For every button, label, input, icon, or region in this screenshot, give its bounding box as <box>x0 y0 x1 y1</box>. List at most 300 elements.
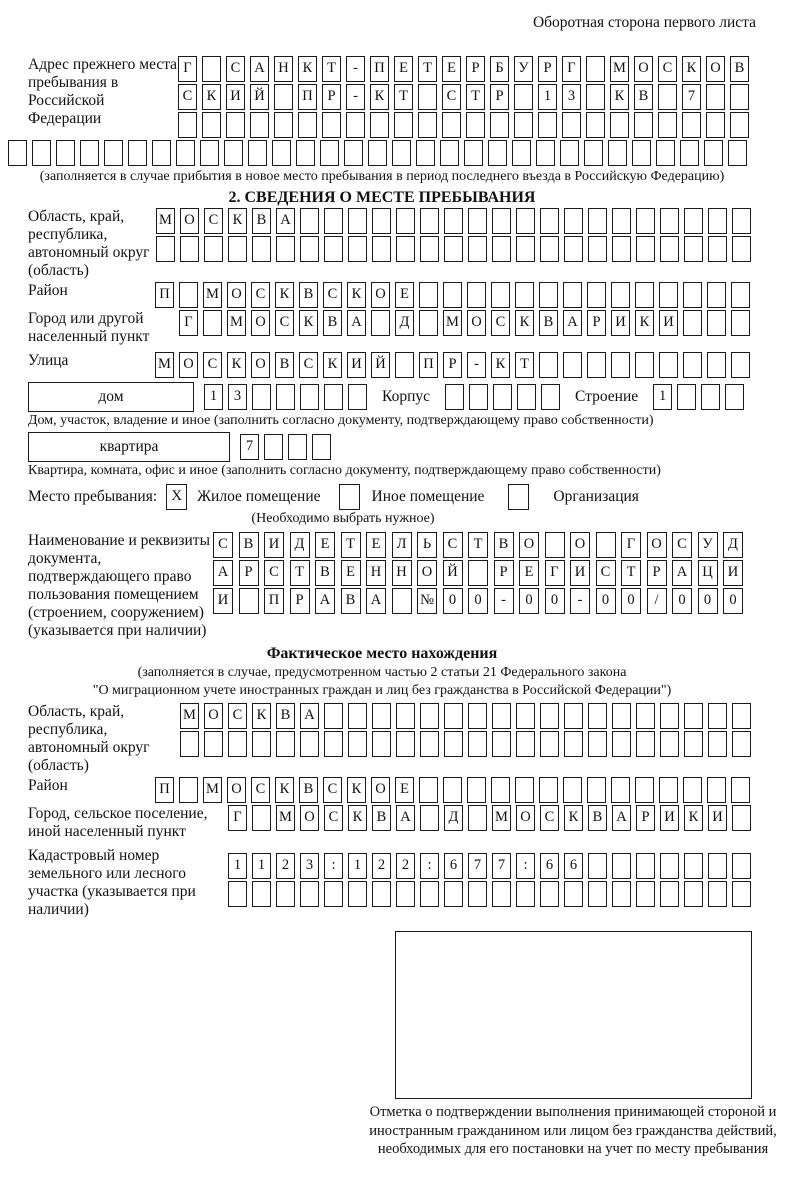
char-cell[interactable] <box>516 208 535 234</box>
char-cell[interactable]: С <box>323 282 342 308</box>
char-cell[interactable]: К <box>682 56 701 82</box>
char-cell[interactable]: О <box>227 777 246 803</box>
char-cell[interactable]: 3 <box>300 853 319 879</box>
char-cell[interactable] <box>348 236 367 262</box>
char-cell[interactable] <box>635 282 654 308</box>
char-cell[interactable] <box>371 310 390 336</box>
char-cell[interactable]: Р <box>466 56 485 82</box>
char-cell[interactable] <box>636 703 655 729</box>
char-cell[interactable] <box>701 384 720 410</box>
char-cell[interactable]: С <box>203 352 222 378</box>
char-cell[interactable] <box>725 384 744 410</box>
char-cell[interactable]: В <box>539 310 558 336</box>
char-cell[interactable] <box>491 282 510 308</box>
char-cell[interactable] <box>468 560 488 586</box>
char-cell[interactable] <box>444 731 463 757</box>
char-cell[interactable]: 1 <box>348 853 367 879</box>
char-cell[interactable] <box>731 310 750 336</box>
char-cell[interactable] <box>660 731 679 757</box>
char-cell[interactable] <box>684 236 703 262</box>
char-cell[interactable] <box>300 236 319 262</box>
char-cell[interactable]: К <box>228 208 247 234</box>
char-cell[interactable] <box>610 112 629 138</box>
char-cell[interactable] <box>636 881 655 907</box>
char-cell[interactable] <box>492 731 511 757</box>
char-cell[interactable]: : <box>420 853 439 879</box>
char-cell[interactable]: С <box>226 56 245 82</box>
char-cell[interactable]: К <box>515 310 534 336</box>
char-cell[interactable] <box>396 731 415 757</box>
char-cell[interactable]: А <box>563 310 582 336</box>
char-cell[interactable]: Й <box>371 352 390 378</box>
char-cell[interactable] <box>538 112 557 138</box>
char-cell[interactable] <box>419 310 438 336</box>
char-cell[interactable]: О <box>516 805 535 831</box>
char-cell[interactable] <box>348 703 367 729</box>
char-cell[interactable] <box>56 140 75 166</box>
char-cell[interactable]: 1 <box>653 384 672 410</box>
char-cell[interactable]: О <box>371 282 390 308</box>
char-cell[interactable]: Г <box>562 56 581 82</box>
char-cell[interactable]: Н <box>366 560 386 586</box>
char-cell[interactable]: 7 <box>682 84 701 110</box>
char-cell[interactable] <box>588 853 607 879</box>
char-cell[interactable] <box>250 112 269 138</box>
char-cell[interactable] <box>632 140 651 166</box>
char-cell[interactable] <box>444 208 463 234</box>
char-cell[interactable] <box>708 731 727 757</box>
char-cell[interactable] <box>707 310 726 336</box>
char-cell[interactable] <box>348 384 367 410</box>
char-cell[interactable]: 2 <box>372 853 391 879</box>
char-cell[interactable] <box>200 140 219 166</box>
char-cell[interactable] <box>588 703 607 729</box>
char-cell[interactable]: А <box>396 805 415 831</box>
char-cell[interactable]: К <box>227 352 246 378</box>
char-cell[interactable] <box>312 434 331 460</box>
char-cell[interactable] <box>677 384 696 410</box>
char-cell[interactable] <box>732 853 751 879</box>
char-cell[interactable] <box>588 881 607 907</box>
char-cell[interactable]: Н <box>392 560 412 586</box>
char-cell[interactable]: Г <box>545 560 565 586</box>
char-cell[interactable] <box>156 236 175 262</box>
char-cell[interactable] <box>300 208 319 234</box>
char-cell[interactable]: К <box>298 56 317 82</box>
char-cell[interactable]: М <box>203 282 222 308</box>
char-cell[interactable]: О <box>251 310 270 336</box>
char-cell[interactable] <box>224 140 243 166</box>
char-cell[interactable]: А <box>300 703 319 729</box>
char-cell[interactable] <box>396 208 415 234</box>
char-cell[interactable] <box>514 84 533 110</box>
char-cell[interactable] <box>443 282 462 308</box>
char-cell[interactable] <box>468 805 487 831</box>
char-cell[interactable] <box>128 140 147 166</box>
char-cell[interactable] <box>324 236 343 262</box>
char-cell[interactable]: К <box>370 84 389 110</box>
char-cell[interactable]: И <box>213 588 233 614</box>
char-cell[interactable] <box>468 731 487 757</box>
char-cell[interactable] <box>468 236 487 262</box>
checkbox-residential[interactable]: X <box>166 484 187 510</box>
char-cell[interactable]: Е <box>395 777 414 803</box>
char-cell[interactable] <box>659 777 678 803</box>
char-cell[interactable] <box>276 384 295 410</box>
char-cell[interactable]: П <box>419 352 438 378</box>
char-cell[interactable] <box>324 881 343 907</box>
char-cell[interactable] <box>368 140 387 166</box>
char-cell[interactable]: О <box>251 352 270 378</box>
char-cell[interactable]: - <box>494 588 514 614</box>
char-cell[interactable] <box>348 881 367 907</box>
char-cell[interactable]: С <box>323 777 342 803</box>
char-cell[interactable]: Т <box>290 560 310 586</box>
char-cell[interactable] <box>512 140 531 166</box>
char-cell[interactable] <box>248 140 267 166</box>
char-cell[interactable] <box>660 236 679 262</box>
char-cell[interactable] <box>372 881 391 907</box>
char-cell[interactable]: О <box>227 282 246 308</box>
char-cell[interactable] <box>683 282 702 308</box>
char-cell[interactable] <box>274 84 293 110</box>
char-cell[interactable]: С <box>299 352 318 378</box>
char-cell[interactable] <box>419 282 438 308</box>
char-cell[interactable] <box>684 853 703 879</box>
char-cell[interactable]: 0 <box>723 588 743 614</box>
char-cell[interactable] <box>560 140 579 166</box>
char-cell[interactable]: К <box>491 352 510 378</box>
char-cell[interactable] <box>468 881 487 907</box>
char-cell[interactable] <box>660 853 679 879</box>
char-cell[interactable] <box>8 140 27 166</box>
char-cell[interactable] <box>636 236 655 262</box>
char-cell[interactable]: М <box>443 310 462 336</box>
char-cell[interactable] <box>588 236 607 262</box>
char-cell[interactable] <box>372 236 391 262</box>
char-cell[interactable] <box>540 703 559 729</box>
char-cell[interactable] <box>516 703 535 729</box>
char-cell[interactable] <box>660 703 679 729</box>
char-cell[interactable] <box>596 532 616 558</box>
char-cell[interactable] <box>180 731 199 757</box>
char-cell[interactable] <box>491 777 510 803</box>
char-cell[interactable]: С <box>443 532 463 558</box>
char-cell[interactable] <box>298 112 317 138</box>
char-cell[interactable]: И <box>611 310 630 336</box>
char-cell[interactable] <box>636 853 655 879</box>
char-cell[interactable]: В <box>634 84 653 110</box>
char-cell[interactable]: Р <box>494 560 514 586</box>
char-cell[interactable] <box>466 112 485 138</box>
char-cell[interactable]: И <box>226 84 245 110</box>
char-cell[interactable] <box>730 112 749 138</box>
char-cell[interactable]: Е <box>519 560 539 586</box>
char-cell[interactable] <box>420 208 439 234</box>
char-cell[interactable] <box>252 384 271 410</box>
char-cell[interactable] <box>179 282 198 308</box>
char-cell[interactable] <box>612 731 631 757</box>
char-cell[interactable] <box>612 236 631 262</box>
char-cell[interactable]: 2 <box>396 853 415 879</box>
char-cell[interactable]: О <box>417 560 437 586</box>
char-cell[interactable]: В <box>299 282 318 308</box>
char-cell[interactable]: Т <box>621 560 641 586</box>
char-cell[interactable] <box>372 731 391 757</box>
char-cell[interactable] <box>276 731 295 757</box>
char-cell[interactable] <box>732 731 751 757</box>
char-cell[interactable] <box>586 56 605 82</box>
char-cell[interactable]: Т <box>468 532 488 558</box>
char-cell[interactable]: У <box>514 56 533 82</box>
char-cell[interactable] <box>492 881 511 907</box>
char-cell[interactable]: И <box>723 560 743 586</box>
char-cell[interactable]: М <box>276 805 295 831</box>
char-cell[interactable] <box>469 384 488 410</box>
char-cell[interactable] <box>636 731 655 757</box>
char-cell[interactable] <box>252 236 271 262</box>
char-cell[interactable] <box>540 731 559 757</box>
char-cell[interactable] <box>707 352 726 378</box>
char-cell[interactable]: 7 <box>492 853 511 879</box>
char-cell[interactable] <box>584 140 603 166</box>
char-cell[interactable] <box>732 881 751 907</box>
char-cell[interactable]: С <box>275 310 294 336</box>
char-cell[interactable]: 7 <box>240 434 259 460</box>
char-cell[interactable] <box>545 532 565 558</box>
char-cell[interactable] <box>658 112 677 138</box>
char-cell[interactable]: О <box>647 532 667 558</box>
char-cell[interactable] <box>370 112 389 138</box>
char-cell[interactable]: 1 <box>228 853 247 879</box>
char-cell[interactable]: О <box>180 208 199 234</box>
char-cell[interactable] <box>732 208 751 234</box>
char-cell[interactable] <box>444 236 463 262</box>
char-cell[interactable]: К <box>299 310 318 336</box>
char-cell[interactable]: - <box>570 588 590 614</box>
char-cell[interactable] <box>252 881 271 907</box>
char-cell[interactable]: К <box>252 703 271 729</box>
char-cell[interactable] <box>202 56 221 82</box>
char-cell[interactable] <box>418 84 437 110</box>
char-cell[interactable]: Т <box>418 56 437 82</box>
char-cell[interactable] <box>658 84 677 110</box>
char-cell[interactable] <box>612 208 631 234</box>
char-cell[interactable]: К <box>635 310 654 336</box>
char-cell[interactable]: 1 <box>252 853 271 879</box>
char-cell[interactable]: К <box>684 805 703 831</box>
char-cell[interactable]: 7 <box>468 853 487 879</box>
char-cell[interactable]: В <box>730 56 749 82</box>
char-cell[interactable]: 6 <box>444 853 463 879</box>
char-cell[interactable] <box>708 236 727 262</box>
char-cell[interactable] <box>252 805 271 831</box>
char-cell[interactable]: М <box>610 56 629 82</box>
char-cell[interactable]: С <box>204 208 223 234</box>
char-cell[interactable]: - <box>346 84 365 110</box>
char-cell[interactable] <box>608 140 627 166</box>
char-cell[interactable]: К <box>275 777 294 803</box>
char-cell[interactable] <box>540 208 559 234</box>
char-cell[interactable]: С <box>178 84 197 110</box>
char-cell[interactable]: К <box>564 805 583 831</box>
char-cell[interactable]: О <box>519 532 539 558</box>
char-cell[interactable]: П <box>298 84 317 110</box>
char-cell[interactable] <box>228 236 247 262</box>
char-cell[interactable]: П <box>155 777 174 803</box>
char-cell[interactable]: О <box>467 310 486 336</box>
char-cell[interactable]: С <box>251 282 270 308</box>
char-cell[interactable]: Т <box>394 84 413 110</box>
char-cell[interactable] <box>564 731 583 757</box>
char-cell[interactable] <box>707 777 726 803</box>
char-cell[interactable] <box>635 777 654 803</box>
char-cell[interactable]: В <box>239 532 259 558</box>
char-cell[interactable] <box>656 140 675 166</box>
char-cell[interactable]: У <box>698 532 718 558</box>
char-cell[interactable]: - <box>346 56 365 82</box>
char-cell[interactable] <box>152 140 171 166</box>
char-cell[interactable] <box>659 352 678 378</box>
char-cell[interactable]: О <box>179 352 198 378</box>
char-cell[interactable] <box>32 140 51 166</box>
char-cell[interactable]: А <box>612 805 631 831</box>
char-cell[interactable]: Р <box>538 56 557 82</box>
char-cell[interactable] <box>563 777 582 803</box>
char-cell[interactable]: В <box>315 560 335 586</box>
char-cell[interactable] <box>394 112 413 138</box>
char-cell[interactable]: № <box>417 588 437 614</box>
char-cell[interactable] <box>180 236 199 262</box>
char-cell[interactable]: А <box>213 560 233 586</box>
char-cell[interactable]: В <box>299 777 318 803</box>
char-cell[interactable] <box>252 731 271 757</box>
char-cell[interactable] <box>635 352 654 378</box>
char-cell[interactable]: 6 <box>564 853 583 879</box>
char-cell[interactable] <box>204 236 223 262</box>
char-cell[interactable] <box>707 282 726 308</box>
char-cell[interactable]: Р <box>636 805 655 831</box>
char-cell[interactable]: Р <box>587 310 606 336</box>
char-cell[interactable]: Т <box>322 56 341 82</box>
char-cell[interactable] <box>540 236 559 262</box>
char-cell[interactable] <box>396 236 415 262</box>
char-cell[interactable] <box>467 777 486 803</box>
char-cell[interactable] <box>239 588 259 614</box>
char-cell[interactable]: Р <box>290 588 310 614</box>
char-cell[interactable]: - <box>467 352 486 378</box>
char-cell[interactable]: О <box>371 777 390 803</box>
char-cell[interactable] <box>392 588 412 614</box>
char-cell[interactable] <box>372 208 391 234</box>
char-cell[interactable] <box>683 310 702 336</box>
char-cell[interactable] <box>104 140 123 166</box>
char-cell[interactable] <box>420 703 439 729</box>
char-cell[interactable]: А <box>366 588 386 614</box>
char-cell[interactable]: Т <box>466 84 485 110</box>
char-cell[interactable] <box>178 112 197 138</box>
char-cell[interactable] <box>228 881 247 907</box>
char-cell[interactable]: Г <box>179 310 198 336</box>
char-cell[interactable] <box>540 881 559 907</box>
char-cell[interactable]: О <box>706 56 725 82</box>
char-cell[interactable] <box>660 881 679 907</box>
char-cell[interactable]: О <box>570 532 590 558</box>
char-cell[interactable]: Р <box>239 560 259 586</box>
char-cell[interactable] <box>732 703 751 729</box>
char-cell[interactable] <box>416 140 435 166</box>
char-cell[interactable] <box>682 112 701 138</box>
char-cell[interactable]: В <box>275 352 294 378</box>
char-cell[interactable]: В <box>341 588 361 614</box>
char-cell[interactable] <box>176 140 195 166</box>
char-cell[interactable]: / <box>647 588 667 614</box>
char-cell[interactable] <box>612 881 631 907</box>
char-cell[interactable] <box>445 384 464 410</box>
char-cell[interactable] <box>634 112 653 138</box>
char-cell[interactable]: 0 <box>545 588 565 614</box>
char-cell[interactable]: В <box>494 532 514 558</box>
char-cell[interactable] <box>80 140 99 166</box>
char-cell[interactable] <box>444 703 463 729</box>
char-cell[interactable] <box>392 140 411 166</box>
char-cell[interactable] <box>228 731 247 757</box>
char-cell[interactable]: М <box>156 208 175 234</box>
char-cell[interactable] <box>732 236 751 262</box>
char-cell[interactable]: Д <box>395 310 414 336</box>
char-cell[interactable] <box>683 352 702 378</box>
char-cell[interactable] <box>468 703 487 729</box>
char-cell[interactable]: К <box>323 352 342 378</box>
char-cell[interactable] <box>203 310 222 336</box>
char-cell[interactable] <box>274 112 293 138</box>
char-cell[interactable] <box>708 881 727 907</box>
char-cell[interactable]: В <box>276 703 295 729</box>
char-cell[interactable]: Е <box>366 532 386 558</box>
char-cell[interactable] <box>444 881 463 907</box>
char-cell[interactable]: И <box>347 352 366 378</box>
checkbox-other-premises[interactable] <box>339 484 360 510</box>
char-cell[interactable]: Р <box>443 352 462 378</box>
char-cell[interactable]: 0 <box>596 588 616 614</box>
char-cell[interactable] <box>706 84 725 110</box>
char-cell[interactable]: И <box>659 310 678 336</box>
char-cell[interactable] <box>731 352 750 378</box>
char-cell[interactable]: 0 <box>443 588 463 614</box>
char-cell[interactable]: К <box>275 282 294 308</box>
char-cell[interactable]: 0 <box>672 588 692 614</box>
char-cell[interactable] <box>708 208 727 234</box>
char-cell[interactable]: И <box>708 805 727 831</box>
char-cell[interactable] <box>684 881 703 907</box>
char-cell[interactable] <box>564 236 583 262</box>
char-cell[interactable] <box>372 703 391 729</box>
char-cell[interactable] <box>493 384 512 410</box>
char-cell[interactable] <box>492 703 511 729</box>
char-cell[interactable] <box>612 703 631 729</box>
char-cell[interactable]: С <box>672 532 692 558</box>
char-cell[interactable]: Д <box>290 532 310 558</box>
char-cell[interactable] <box>344 140 363 166</box>
char-cell[interactable] <box>517 384 536 410</box>
char-cell[interactable] <box>731 282 750 308</box>
char-cell[interactable] <box>539 282 558 308</box>
char-cell[interactable]: 1 <box>204 384 223 410</box>
char-cell[interactable]: Р <box>490 84 509 110</box>
char-cell[interactable]: 2 <box>276 853 295 879</box>
char-cell[interactable] <box>588 731 607 757</box>
char-cell[interactable] <box>348 731 367 757</box>
